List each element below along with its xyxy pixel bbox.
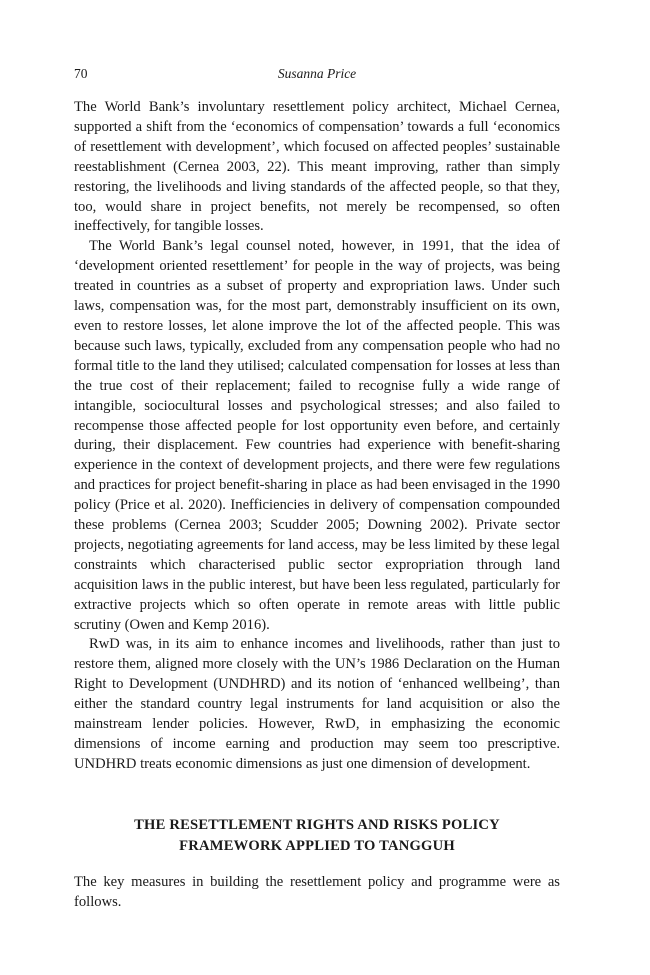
running-header	[74, 66, 560, 88]
book-page	[74, 66, 560, 927]
paragraph-1: The World Bank’s involuntary resettlement policy architect, Michael Cernea, supported a shift from the ‘economics of compensation’ towards a full ‘economics of resettlement with development’, which focused on affected peoples’ sustainable reestablishment (Cernea 2003, 22). This meant improving, rather than simply restoring, the livelihoods and living standards of the affected people, so that they, too, would share in project benefits, not merely be recompensed, so often ineffectively, for tangible losses.	[74, 99, 560, 235]
paragraph-2: The World Bank’s legal counsel noted, however, in 1991, that the idea of ‘development oriented resettlement’ for people in the way of projects, was being treated in countries as a subset of property and expropriation laws. Under such laws, compensation was, for the most part, demonstrably insufficient on its own, even to restore losses, let alone improve the lot of the affected people. This was because such laws, typically, excluded from any compensation people who had no formal title to the land they utilised; calculated compensation for losses at less than the true cost of their replacement; failed to recognise fully a wide range of intangible, sociocultural losses and psychological stresses; and also failed to recompense those affected people for lost opportunity even before, and certainly during, their displacement. Few countries had experience with benefit-sharing experience in the context of development projects, and there were few regulations and practices for project benefit-sharing in place as had been envisaged in the 1990 policy (Price et al. 2020). Inefficiencies in delivery of compensation compounded these problems (Cernea 2003; Scudder 2005; Downing 2002). Private sector projects, negotiating agreements for land access, may be less limited by these legal constraints which characterised public sector expropriation through land acquisition laws in the public interest, but have been less regulated, particularly for extractive projects which so often operate in remote areas with little public scrutiny (Owen and Kemp 2016).	[74, 238, 560, 633]
section-heading	[74, 815, 560, 857]
section-heading-line-1: THE RESETTLEMENT RIGHTS AND RISKS POLICY	[134, 816, 500, 833]
section-heading-line-2: FRAMEWORK APPLIED TO TANGGUH	[179, 837, 455, 854]
section-intro-paragraph: The key measures in building the resettlement policy and programme were as follows.	[74, 873, 560, 910]
paragraph-3: RwD was, in its aim to enhance incomes and livelihoods, rather than just to restore them, aligned more closely with the UN’s 1986 Declaration on the Human Right to Development (UNDHRD) and its notion of ‘enhanced wellbeing’, than either the standard country legal instruments for land acquisition or also the mainstream lender policies. However, RwD, in emphasizing the economic dimensions of income earning and production may seem too prescriptive. UNDHRD treats economic dimensions as just one dimension of development.	[74, 636, 560, 772]
body-text	[74, 98, 560, 775]
page-number: 70	[74, 66, 88, 81]
running-title: Susanna Price	[277, 66, 357, 81]
